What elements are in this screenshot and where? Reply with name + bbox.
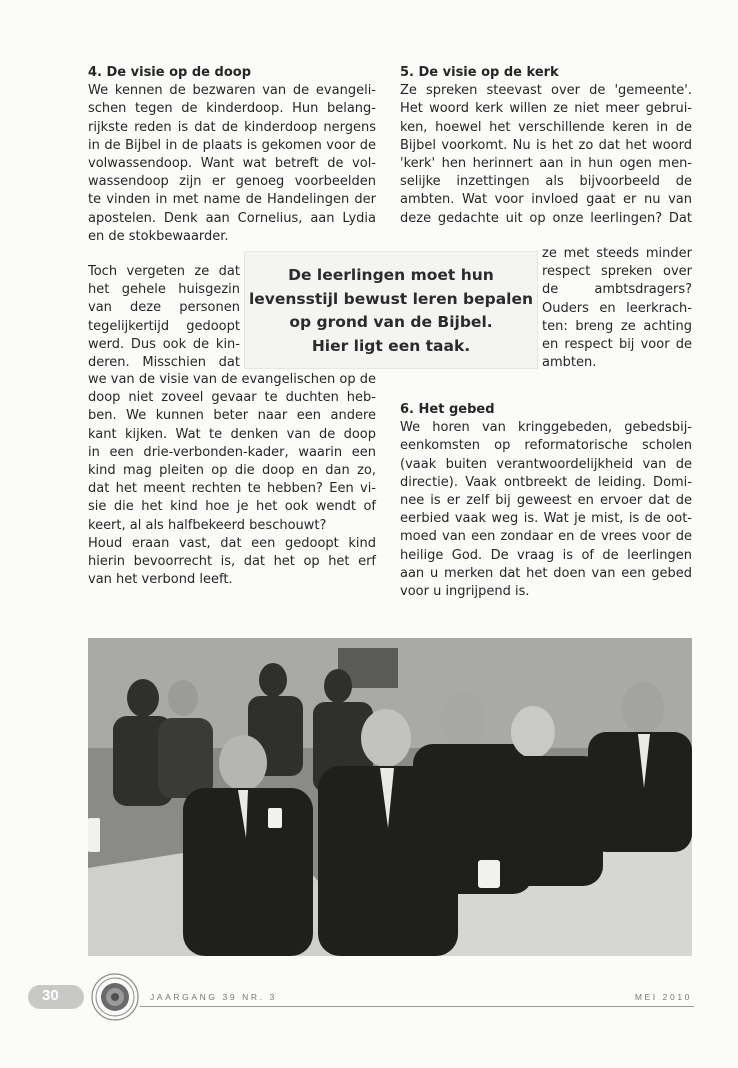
pull-quote-line: op grond van de Bijbel. (289, 313, 493, 331)
text-line: volwassendoop. Want wat betreft de vol- (88, 156, 376, 172)
pull-quote-line: levensstijl bewust leren bepalen (248, 289, 534, 308)
text-line: tegelijkertijd gedoopt (88, 318, 240, 334)
pull-quote-line: De leerlingen moet hun (288, 266, 494, 284)
text-line: nee is er zelf bij geweest en ervoer dat de (400, 493, 692, 509)
column-left-wrap (88, 263, 240, 372)
text-line: en respect bij voor de (542, 337, 692, 353)
text-line: werd. Dus ook de kin- (88, 336, 240, 352)
footer-divider (140, 1006, 694, 1007)
text-line: respect spreken over (542, 264, 692, 280)
text-line: Bijbel voorkomt. Nu is het zo dat het woord (400, 137, 692, 153)
footer-volume-issue: JAARGANG 39 NR. 3 (150, 992, 277, 1002)
section-heading-gebed: 6. Het gebed (400, 402, 495, 417)
text-line: kind mag pleiten op die doop en dan zo, (88, 463, 376, 479)
text-line: selijke inzettingen als bijvoorbeeld de (400, 174, 692, 190)
audience-photo-illustration (88, 638, 692, 956)
text-line: Het woord kerk willen ze niet meer gebrui- (400, 101, 692, 117)
column-right-wrap (542, 245, 692, 372)
audience-photo (88, 638, 692, 956)
text-line: aan u merken dat het doen van een gebed (400, 565, 692, 581)
text-line: in de Bijbel in de plaats is gekomen voor de (88, 137, 376, 153)
text-line: ambten. Wat voor invloed gaat er nu van (400, 192, 692, 208)
text-line: ze met steeds minder (542, 246, 692, 261)
text-line: het gehele huisgezin (88, 282, 240, 298)
text-line: Ze spreken steevast over de 'gemeente'. (400, 83, 692, 99)
footer-date: MEI 2010 (634, 992, 692, 1002)
magazine-logo-icon (90, 972, 140, 1022)
text-line: te vinden in met name de Handelingen der (88, 192, 376, 208)
text-line: ambten. (542, 355, 597, 371)
text-line: en de stokbewaarder. (88, 228, 229, 244)
column-left-rest (88, 371, 376, 589)
text-line: schen tegen de kinderdoop. Hun belang- (88, 101, 376, 117)
text-line: Houd eraan vast, dat een gedoopt kind (88, 535, 376, 551)
text-line: directie). Vaak ontbreekt de leiding. Domi- (400, 474, 692, 490)
text-line: moed van een zondaar en de vrees voor de (400, 529, 692, 545)
section-heading-kerk: 5. De visie op de kerk (400, 65, 559, 80)
text-line: ten: breng ze achting (542, 318, 692, 334)
text-line: we van de visie van de evangelischen op de (88, 372, 376, 387)
text-line: hierin bevoorrecht is, dat het op het erf (88, 554, 376, 570)
text-line: eerbied vaak weg is. Wat je mist, is de oot- (400, 511, 692, 527)
pull-quote-line: Hier ligt een taak. (311, 336, 471, 355)
text-line: rijkste reden is dat de kinderdoop nergens (88, 119, 376, 135)
text-line: keert, al als halfbekeerd beschouwt? (88, 517, 327, 533)
text-line: heilige God. De vraag is of de leerlingen (400, 547, 692, 563)
text-line: in een drie-verbonden-kader, waarin een (88, 444, 376, 460)
text-line: doop niet zoveel gevaar te duchten heb- (88, 390, 376, 406)
text-line: kant kijken. Wat te denken van de doop (88, 426, 376, 442)
text-line: dat het meent rechten te hebben? Een vi- (88, 481, 376, 497)
section-heading-doop: 4. De visie op de doop (88, 65, 251, 80)
text-line: 'kerk' hen herinnert aan in hun ogen men- (400, 156, 692, 172)
text-line: eenkomsten op reformatorische scholen (400, 438, 692, 454)
text-line: Toch vergeten ze dat (88, 264, 240, 279)
text-line: apostelen. Denk aan Cornelius, aan Lydia (88, 210, 376, 226)
text-line: ben. We kunnen beter naar een andere (88, 408, 376, 424)
text-line: (vaak buiten verantwoordelijkheid van de (400, 456, 692, 472)
column-left (88, 64, 376, 246)
text-line: We kennen de bezwaren van de evangeli- (88, 83, 376, 99)
page-number: 30 (42, 987, 59, 1004)
text-line: sie die het kind hoe je het ook wendt of (88, 499, 376, 515)
column-right-bottom (400, 401, 692, 601)
text-line: wassendoop zijn er genoeg voorbeelden (88, 174, 376, 190)
text-line: van deze personen (88, 300, 240, 316)
text-line: ken, hoewel het verschillende keren in de (400, 119, 692, 135)
text-line: de ambtsdragers? (542, 282, 692, 298)
text-line: Ouders en leerkrach- (542, 300, 692, 316)
pull-quote (244, 251, 538, 369)
text-line: voor u ingrijpend is. (400, 584, 530, 600)
text-line: We horen van kringgebeden, gebedsbij- (400, 420, 692, 436)
column-right-top (400, 64, 692, 228)
text-line: van het verbond leeft. (88, 572, 233, 588)
text-line: deze gedachte uit op onze leerlingen? Dat (400, 210, 692, 226)
text-line: deren. Misschien dat (88, 355, 240, 371)
